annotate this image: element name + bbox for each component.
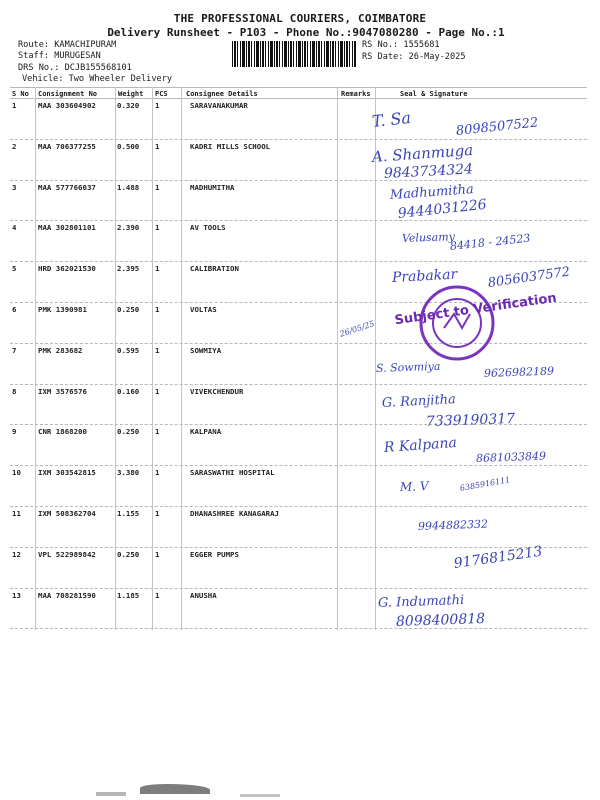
consignment-number: MAA 302801101: [38, 223, 96, 233]
handwritten-signature: Madhumitha: [389, 182, 475, 203]
header-pcs: PCS: [155, 90, 168, 98]
consignee-name: SOWMIYA: [190, 345, 222, 355]
handwritten-signature: 26/05/25: [338, 319, 376, 339]
company-title: THE PROFESSIONAL COURIERS, COIMBATORE: [173, 12, 427, 25]
table-row: [10, 506, 587, 547]
handwritten-signature: T. Sa: [371, 107, 412, 131]
pieces-count: 1: [155, 509, 160, 518]
pieces-count: 1: [155, 101, 160, 110]
pieces-count: 1: [155, 182, 160, 192]
serial-number: 8: [12, 386, 17, 396]
handwritten-phone: 8098400818: [395, 610, 486, 630]
row-divider: [10, 628, 587, 629]
consignee-name: SARASWATHI HOSPITAL: [190, 468, 275, 478]
consignment-number: MAA 706377255: [38, 141, 96, 151]
consignment-number: MAA 303604902: [38, 101, 96, 110]
table-row: [10, 139, 587, 180]
handwritten-signature: S. Sowmiya: [375, 359, 441, 375]
weight-value: 0.595: [117, 345, 140, 355]
pieces-count: 1: [155, 141, 160, 151]
handwritten-signature: M. V: [399, 479, 429, 494]
pieces-count: 1: [155, 345, 160, 355]
serial-number: 13: [12, 590, 21, 600]
consignment-number: HRD 362021530: [38, 264, 96, 274]
pieces-count: 1: [155, 305, 160, 314]
header-signature: Seal & Signature: [400, 90, 468, 98]
consignee-name: DHANASHREE KANAGARAJ: [190, 509, 279, 518]
handwritten-phone: 9444031226: [397, 196, 488, 222]
consignment-number: IXM 3576576: [38, 386, 87, 396]
rs-date-label: RS Date:: [362, 52, 404, 62]
consignment-number: PMK 283682: [38, 345, 83, 355]
consignee-name: SARAVANAKUMAR: [190, 101, 248, 110]
serial-number: 7: [12, 345, 17, 355]
weight-value: 0.250: [117, 305, 140, 314]
handwritten-phone: 9176815213: [452, 543, 544, 572]
consignee-name: CALIBRATION: [190, 264, 239, 274]
weight-value: 1.185: [117, 590, 140, 600]
handwritten-phone: 84418 - 24523: [449, 231, 531, 253]
header-sno: S No: [12, 90, 29, 98]
serial-number: 12: [12, 549, 21, 559]
consignment-number: IXM 508362704: [38, 509, 96, 518]
handwritten-signature: G. Ranjitha: [381, 392, 457, 411]
pieces-count: 1: [155, 549, 160, 559]
consignee-name: EGGER PUMPS: [190, 549, 239, 559]
rs-date: [362, 52, 466, 62]
pieces-count: 1: [155, 427, 160, 437]
consignee-name: AV TOOLS: [190, 223, 226, 233]
handwritten-signature: G. Indumathi: [377, 592, 465, 611]
handwritten-signature: Prabakar: [391, 266, 458, 286]
weight-value: 0.250: [117, 427, 140, 437]
serial-number: 3: [12, 182, 17, 192]
stamp-overlay-text: Subject to Verification: [393, 290, 558, 329]
handwritten-phone: 8681033849: [475, 449, 547, 465]
weight-value: 3.380: [117, 468, 140, 478]
serial-number: 11: [12, 509, 21, 518]
serial-number: 9: [12, 427, 17, 437]
table-row: [10, 588, 587, 629]
table-row: [10, 180, 587, 221]
consignee-name: VOLTAS: [190, 305, 217, 314]
consignee-name: KALPANA: [190, 427, 222, 437]
consignment-number: IXM 303542815: [38, 468, 96, 478]
rs-date-value: 26-May-2025: [408, 52, 466, 62]
scan-artifact: [240, 794, 280, 797]
header-remarks: Remarks: [341, 90, 371, 98]
weight-value: 0.320: [117, 101, 140, 110]
handwritten-phone: 9626982189: [483, 364, 555, 380]
consignment-number: PMK 1390981: [38, 305, 87, 314]
consignee-name: KADRI MILLS SCHOOL: [190, 141, 271, 151]
consignment-number: MAA 708281590: [38, 590, 96, 600]
consignee-name: MADHUMITHA: [190, 182, 235, 192]
weight-value: 1.488: [117, 182, 140, 192]
rs-number: RS No.: 1555681: [362, 40, 440, 50]
handwritten-phone: 6385916111: [459, 475, 511, 493]
pieces-count: 1: [155, 223, 160, 233]
pieces-count: 1: [155, 590, 160, 600]
header-consignment: Consignment No: [38, 90, 98, 98]
table-rule: [10, 87, 587, 88]
handwritten-signature: R Kalpana: [383, 434, 458, 456]
staff-info: Staff: MURUGESAN: [18, 51, 101, 61]
header-weight: Weight: [118, 90, 144, 98]
consignee-name: VIVEKCHENDUR: [190, 386, 244, 396]
barcode: [232, 41, 356, 67]
pieces-count: 1: [155, 386, 160, 396]
weight-value: 2.395: [117, 264, 140, 274]
consignment-number: MAA 577766037: [38, 182, 96, 192]
handwritten-signature: Velusamy: [401, 230, 456, 245]
pieces-count: 1: [155, 264, 160, 274]
scan-artifact: [140, 784, 210, 794]
weight-value: 0.500: [117, 141, 140, 151]
drs-info: DRS No.: DCJB155568101: [18, 63, 132, 73]
handwritten-signature: A. Shanmuga: [371, 140, 474, 166]
consignee-name: ANUSHA: [190, 590, 217, 600]
weight-value: 1.155: [117, 509, 140, 518]
vehicle-info: Vehicle: Two Wheeler Delivery: [22, 74, 173, 84]
handwritten-phone: 8098507522: [455, 115, 540, 139]
serial-number: 4: [12, 223, 17, 233]
pieces-count: 1: [155, 468, 160, 478]
handwritten-phone: 9944882332: [417, 517, 489, 533]
serial-number: 6: [12, 305, 17, 314]
weight-value: 2.390: [117, 223, 140, 233]
handwritten-phone: 9843734324: [383, 161, 474, 182]
handwritten-phone: 7339190317: [425, 410, 516, 430]
weight-value: 0.250: [117, 549, 140, 559]
scan-artifact: [96, 792, 126, 796]
serial-number: 10: [12, 468, 21, 478]
weight-value: 0.160: [117, 386, 140, 396]
route-info: Route: KAMACHIPURAM: [18, 40, 117, 50]
header-consignee: Consignee Details: [186, 90, 258, 98]
serial-number: 1: [12, 101, 17, 110]
runsheet-subtitle: Delivery Runsheet - P103 - Phone No.:9047080280 - Page No.:1: [107, 26, 505, 39]
handwritten-phone: 8056037572: [486, 264, 571, 291]
serial-number: 2: [12, 141, 17, 151]
consignment-number: CNR 1868200: [38, 427, 87, 437]
consignment-number: VPL 522989842: [38, 549, 96, 559]
serial-number: 5: [12, 264, 17, 274]
